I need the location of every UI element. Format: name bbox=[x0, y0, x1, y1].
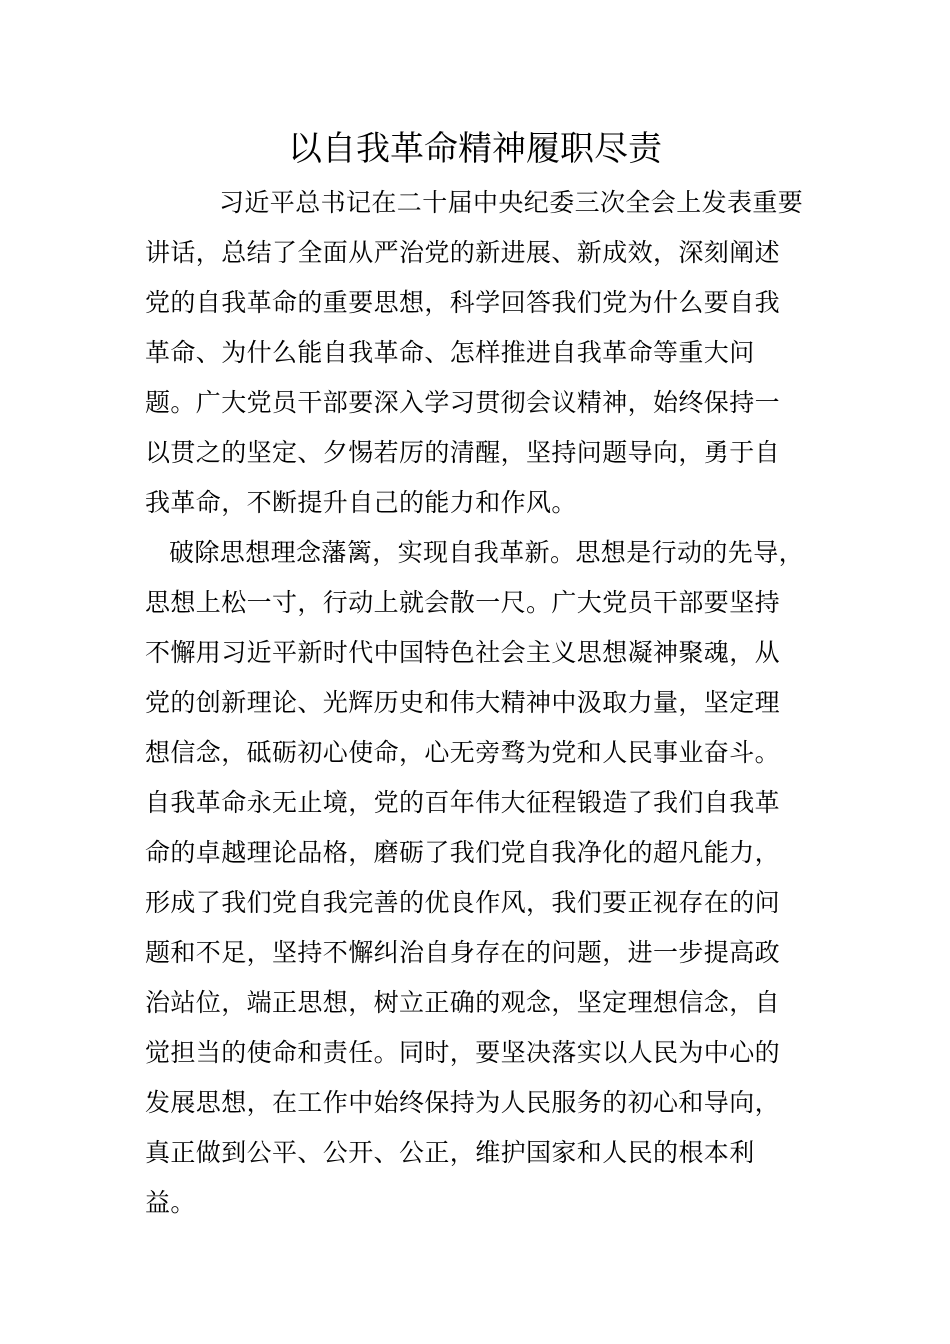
text-line: 题。广大党员干部要深入学习贯彻会议精神，始终保持一 bbox=[145, 388, 781, 417]
document-body bbox=[145, 178, 811, 1228]
text-line: 真正做到公平、公开、公正，维护国家和人民的根本利 bbox=[145, 1138, 755, 1167]
text-line: 益。 bbox=[145, 1188, 196, 1217]
text-line: 革命、为什么能自我革命、怎样推进自我革命等重大问 bbox=[145, 338, 755, 367]
text-line: 想信念，砥砺初心使命，心无旁骛为党和人民事业奋斗。 bbox=[145, 738, 781, 767]
document-title: 以自我革命精神履职尽责 bbox=[288, 129, 662, 169]
text-line: 形成了我们党自我完善的优良作风，我们要正视存在的问 bbox=[145, 888, 781, 917]
text-line: 治站位，端正思想，树立正确的观念，坚定理想信念，自 bbox=[145, 988, 781, 1017]
text-line: 自我革命永无止境，党的百年伟大征程锻造了我们自我革 bbox=[145, 788, 781, 817]
text-line: 不懈用习近平新时代中国特色社会主义思想凝神聚魂，从 bbox=[145, 638, 781, 667]
text-line: 题和不足，坚持不懈纠治自身存在的问题，进一步提高政 bbox=[145, 938, 781, 967]
text-line: 习近平总书记在二十届中央纪委三次全会上发表重要 bbox=[219, 188, 804, 217]
text-line: 我革命，不断提升自己的能力和作风。 bbox=[145, 488, 577, 517]
text-line: 破除思想理念藩篱，实现自我革新。思想是行动的先导， bbox=[169, 538, 805, 567]
text-line: 以贯之的坚定、夕惕若厉的清醒，坚持问题导向，勇于自 bbox=[145, 438, 781, 467]
text-line: 党的自我革命的重要思想，科学回答我们党为什么要自我 bbox=[145, 288, 781, 317]
text-line: 命的卓越理论品格，磨砺了我们党自我净化的超凡能力， bbox=[145, 838, 781, 867]
text-line: 党的创新理论、光辉历史和伟大精神中汲取力量，坚定理 bbox=[145, 688, 781, 717]
text-line: 讲话，总结了全面从严治党的新进展、新成效，深刻阐述 bbox=[145, 238, 781, 267]
text-line: 觉担当的使命和责任。同时，要坚决落实以人民为中心的 bbox=[145, 1038, 781, 1067]
paragraph-2 bbox=[145, 528, 811, 1228]
paragraph-1 bbox=[145, 178, 811, 528]
text-line: 思想上松一寸，行动上就会散一尺。广大党员干部要坚持 bbox=[145, 588, 781, 617]
text-line: 发展思想，在工作中始终保持为人民服务的初心和导向， bbox=[145, 1088, 781, 1117]
